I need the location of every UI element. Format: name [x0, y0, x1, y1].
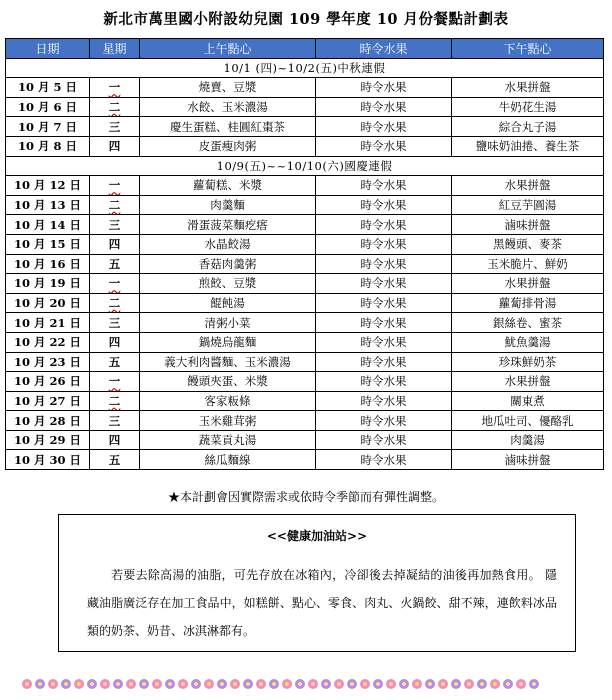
seasonal-fruit-cell: 時令水果 — [316, 274, 452, 294]
flower-icon — [360, 679, 370, 689]
table-row — [6, 136, 604, 156]
table-body — [6, 58, 604, 469]
weekday-label: 四 — [108, 139, 121, 154]
morning-snack-cell: 蘿蔔糕、米漿 — [140, 176, 316, 196]
weekday-cell — [90, 97, 140, 117]
flower-icon — [230, 679, 240, 689]
flower-icon — [386, 679, 396, 689]
flower-icon — [152, 679, 162, 689]
seasonal-fruit-cell: 時令水果 — [316, 372, 452, 392]
seasonal-fruit-cell: 時令水果 — [316, 176, 452, 196]
seasonal-fruit-cell: 時令水果 — [316, 293, 452, 313]
date-cell: 10 月 27 日 — [6, 391, 90, 411]
table-row — [6, 411, 604, 431]
afternoon-snack-cell: 水果拼盤 — [452, 78, 604, 98]
table-row — [6, 254, 604, 274]
weekday-label: 一 — [108, 374, 121, 389]
weekday-label: 二 — [108, 198, 121, 213]
seasonal-fruit-cell: 時令水果 — [316, 215, 452, 235]
morning-snack-cell: 餛飩湯 — [140, 293, 316, 313]
weekday-cell — [90, 450, 140, 470]
morning-snack-cell: 香菇肉羹粥 — [140, 254, 316, 274]
date-cell: 10 月 28 日 — [6, 411, 90, 431]
holiday-row — [6, 156, 604, 176]
flower-icon — [451, 679, 461, 689]
table-row — [6, 450, 604, 470]
weekday-label: 四 — [108, 237, 121, 252]
table-row — [6, 234, 604, 254]
morning-snack-cell: 鍋燒烏龍麵 — [140, 332, 316, 352]
weekday-cell — [90, 78, 140, 98]
flower-icon — [464, 679, 474, 689]
weekday-label: 一 — [108, 80, 121, 95]
date-cell: 10 月 21 日 — [6, 313, 90, 333]
date-cell: 10 月 29 日 — [6, 430, 90, 450]
flower-icon — [516, 679, 526, 689]
morning-snack-cell: 絲瓜麵線 — [140, 450, 316, 470]
afternoon-snack-cell: 銀絲卷、蜜茶 — [452, 313, 604, 333]
weekday-label: 五 — [108, 256, 121, 271]
morning-snack-cell: 水晶餃湯 — [140, 234, 316, 254]
header-weekday: 星期 — [90, 39, 140, 59]
flower-icon — [113, 679, 123, 689]
weekday-cell — [90, 411, 140, 431]
header-afternoon-snack: 下午點心 — [452, 39, 604, 59]
date-cell: 10 月 8 日 — [6, 136, 90, 156]
afternoon-snack-cell: 珍珠鮮奶茶 — [452, 352, 604, 372]
flower-icon — [295, 679, 305, 689]
weekday-cell — [90, 372, 140, 392]
table-row — [6, 352, 604, 372]
table-row — [6, 274, 604, 294]
date-cell: 10 月 16 日 — [6, 254, 90, 274]
date-cell: 10 月 15 日 — [6, 234, 90, 254]
morning-snack-cell: 煎餃、豆漿 — [140, 274, 316, 294]
date-cell: 10 月 23 日 — [6, 352, 90, 372]
weekday-label: 四 — [108, 433, 121, 448]
morning-snack-cell: 滑蛋菠菜麵疙瘩 — [140, 215, 316, 235]
table-row — [6, 430, 604, 450]
afternoon-snack-cell: 魷魚羹湯 — [452, 332, 604, 352]
date-cell: 10 月 7 日 — [6, 117, 90, 137]
table-row — [6, 372, 604, 392]
header-date: 日期 — [6, 39, 90, 59]
holiday-label: 10/9(五)~~10/10(六)國慶連假 — [6, 156, 604, 176]
date-cell: 10 月 13 日 — [6, 195, 90, 215]
weekday-cell — [90, 195, 140, 215]
afternoon-snack-cell: 滷味拼盤 — [452, 450, 604, 470]
seasonal-fruit-cell: 時令水果 — [316, 136, 452, 156]
morning-snack-cell: 皮蛋瘦肉粥 — [140, 136, 316, 156]
weekday-cell — [90, 254, 140, 274]
seasonal-fruit-cell: 時令水果 — [316, 352, 452, 372]
weekday-cell — [90, 117, 140, 137]
flower-icon — [412, 679, 422, 689]
seasonal-fruit-cell: 時令水果 — [316, 391, 452, 411]
afternoon-snack-cell: 黑饅頭、麥茶 — [452, 234, 604, 254]
flower-icon — [126, 679, 136, 689]
table-row — [6, 391, 604, 411]
afternoon-snack-cell: 玉米脆片、鮮奶 — [452, 254, 604, 274]
flower-icon — [399, 679, 409, 689]
seasonal-fruit-cell: 時令水果 — [316, 234, 452, 254]
table-row — [6, 78, 604, 98]
weekday-label: 三 — [108, 413, 121, 428]
seasonal-fruit-cell: 時令水果 — [316, 195, 452, 215]
flower-icon — [529, 679, 539, 689]
afternoon-snack-cell: 關東煮 — [452, 391, 604, 411]
table-row — [6, 332, 604, 352]
table-row — [6, 176, 604, 196]
morning-snack-cell: 客家粄條 — [140, 391, 316, 411]
flower-icon — [100, 679, 110, 689]
flower-icon — [204, 679, 214, 689]
afternoon-snack-cell: 鹽味奶油捲、養生茶 — [452, 136, 604, 156]
date-cell: 10 月 26 日 — [6, 372, 90, 392]
date-cell: 10 月 5 日 — [6, 78, 90, 98]
flower-icon — [269, 679, 279, 689]
morning-snack-cell: 蔬菜貢丸湯 — [140, 430, 316, 450]
seasonal-fruit-cell: 時令水果 — [316, 78, 452, 98]
header-seasonal-fruit: 時令水果 — [316, 39, 452, 59]
flower-icon — [191, 679, 201, 689]
weekday-cell — [90, 313, 140, 333]
table-row — [6, 293, 604, 313]
weekday-cell — [90, 352, 140, 372]
seasonal-fruit-cell: 時令水果 — [316, 313, 452, 333]
weekday-label: 三 — [108, 119, 121, 134]
morning-snack-cell: 清粥小菜 — [140, 313, 316, 333]
weekday-label: 五 — [108, 452, 121, 467]
morning-snack-cell: 慶生蛋糕、桂圓紅棗茶 — [140, 117, 316, 137]
flower-icon — [35, 679, 45, 689]
weekday-cell — [90, 274, 140, 294]
date-cell: 10 月 20 日 — [6, 293, 90, 313]
flower-icon — [217, 679, 227, 689]
table-row — [6, 195, 604, 215]
flower-icon — [256, 679, 266, 689]
weekday-label: 三 — [108, 217, 121, 232]
flower-icon — [347, 679, 357, 689]
date-cell: 10 月 19 日 — [6, 274, 90, 294]
date-cell: 10 月 12 日 — [6, 176, 90, 196]
weekday-cell — [90, 430, 140, 450]
afternoon-snack-cell: 綜合丸子湯 — [452, 117, 604, 137]
weekday-label: 一 — [108, 178, 121, 193]
weekday-cell — [90, 176, 140, 196]
weekday-label: 一 — [108, 276, 121, 291]
flower-icon — [425, 679, 435, 689]
afternoon-snack-cell: 水果拼盤 — [452, 274, 604, 294]
flower-icon — [373, 679, 383, 689]
afternoon-snack-cell: 地瓜吐司、優酪乳 — [452, 411, 604, 431]
table-row — [6, 215, 604, 235]
flower-icon — [243, 679, 253, 689]
adjustment-note: ★本計劃會因實際需求或依時令季節而有彈性調整。 — [167, 490, 444, 504]
afternoon-snack-cell: 紅豆芋圓湯 — [452, 195, 604, 215]
flower-icon — [139, 679, 149, 689]
flower-icon — [334, 679, 344, 689]
health-tip-title: <<健康加油站>> — [266, 529, 368, 543]
afternoon-snack-cell: 肉羹湯 — [452, 430, 604, 450]
seasonal-fruit-cell: 時令水果 — [316, 411, 452, 431]
afternoon-snack-cell: 蘿蔔排骨湯 — [452, 293, 604, 313]
weekday-label: 二 — [108, 100, 121, 115]
flower-icon — [22, 679, 32, 689]
afternoon-snack-cell: 水果拼盤 — [452, 372, 604, 392]
afternoon-snack-cell: 水果拼盤 — [452, 176, 604, 196]
morning-snack-cell: 饅頭夾蛋、米漿 — [140, 372, 316, 392]
table-row — [6, 313, 604, 333]
flower-icon — [477, 679, 487, 689]
table-header-row — [6, 39, 604, 59]
weekday-label: 二 — [108, 393, 121, 408]
health-tip-box — [58, 514, 576, 652]
morning-snack-cell: 燒賣、豆漿 — [140, 78, 316, 98]
flower-icon — [438, 679, 448, 689]
afternoon-snack-cell: 滷味拼盤 — [452, 215, 604, 235]
morning-snack-cell: 水餃、玉米濃湯 — [140, 97, 316, 117]
table-row — [6, 97, 604, 117]
flower-icon — [178, 679, 188, 689]
flower-icon — [503, 679, 513, 689]
flower-icon — [308, 679, 318, 689]
morning-snack-cell: 肉羹麵 — [140, 195, 316, 215]
flower-icon — [282, 679, 292, 689]
date-cell: 10 月 14 日 — [6, 215, 90, 235]
weekday-cell — [90, 293, 140, 313]
table-row — [6, 117, 604, 137]
weekday-cell — [90, 136, 140, 156]
seasonal-fruit-cell: 時令水果 — [316, 254, 452, 274]
flower-icon — [490, 679, 500, 689]
flower-icon — [61, 679, 71, 689]
flower-icon — [165, 679, 175, 689]
flower-icon — [87, 679, 97, 689]
date-cell: 10 月 6 日 — [6, 97, 90, 117]
seasonal-fruit-cell: 時令水果 — [316, 117, 452, 137]
seasonal-fruit-cell: 時令水果 — [316, 430, 452, 450]
afternoon-snack-cell: 牛奶花生湯 — [452, 97, 604, 117]
weekday-label: 五 — [108, 354, 121, 369]
flower-icon — [74, 679, 84, 689]
seasonal-fruit-cell: 時令水果 — [316, 97, 452, 117]
header-morning-snack: 上午點心 — [140, 39, 316, 59]
holiday-row — [6, 58, 604, 78]
weekday-label: 四 — [108, 335, 121, 350]
date-cell: 10 月 22 日 — [6, 332, 90, 352]
seasonal-fruit-cell: 時令水果 — [316, 332, 452, 352]
health-tip-body: 若要去除高湯的油脂，可先存放在冰箱內，冷卻後去掉凝結的油後再加熱食用。 隱藏油脂廣泛存在加工食品中，如糕餅、點心、零食、肉丸、火鍋餃、甜不辣，連飲料冰品類的奶茶、奶昔、冰淇淋都有。 — [87, 568, 557, 638]
flower-icon — [321, 679, 331, 689]
weekday-label: 三 — [108, 315, 121, 330]
flower-border-decoration — [22, 676, 562, 692]
weekday-cell — [90, 332, 140, 352]
date-cell: 10 月 30 日 — [6, 450, 90, 470]
weekday-label: 二 — [108, 296, 121, 311]
weekday-cell — [90, 391, 140, 411]
flower-icon — [48, 679, 58, 689]
morning-snack-cell: 義大利肉醬麵、玉米濃湯 — [140, 352, 316, 372]
weekday-cell — [90, 234, 140, 254]
page-title: 新北市萬里國小附設幼兒園 109 學年度 10 月份餐點計劃表 — [103, 11, 509, 28]
morning-snack-cell: 玉米雞茸粥 — [140, 411, 316, 431]
weekday-cell — [90, 215, 140, 235]
holiday-label: 10/1 (四)~10/2(五)中秋連假 — [6, 58, 604, 78]
seasonal-fruit-cell: 時令水果 — [316, 450, 452, 470]
snack-menu-table — [5, 38, 604, 470]
